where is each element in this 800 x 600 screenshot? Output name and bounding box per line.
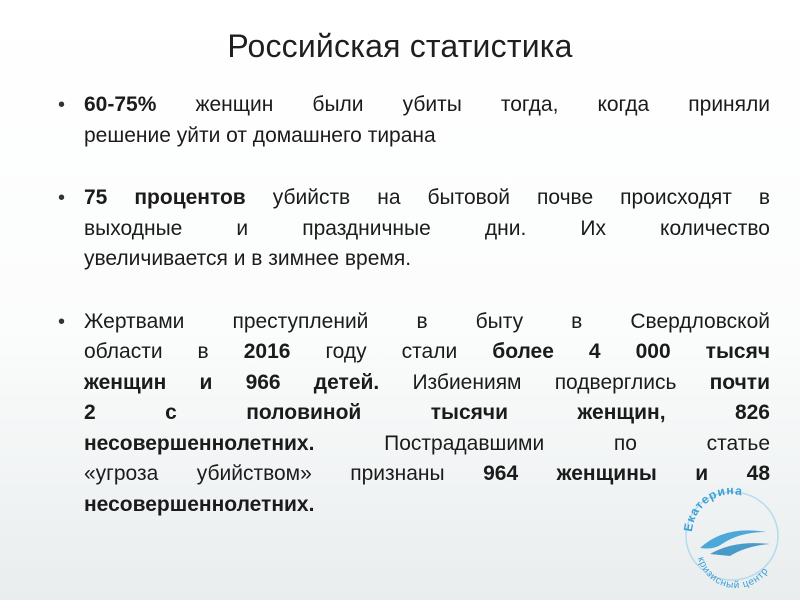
bullet-line <box>84 429 770 460</box>
bullet-item-3 <box>58 307 770 521</box>
bullet-line <box>84 121 770 152</box>
text: убийств на бытовой почве происходят в <box>245 186 770 209</box>
text: увеличивается и в зимнее время. <box>84 247 412 270</box>
bullet-line <box>84 214 770 245</box>
bullet-line <box>84 183 770 214</box>
bold-text: 2 с половиной тысячи женщин, 826 <box>84 401 770 424</box>
bold-text: более 4 000 тысяч <box>492 340 771 363</box>
logo-subtitle: кризисный центр <box>695 555 772 590</box>
text: области в <box>84 340 244 363</box>
bullet-line <box>84 398 770 429</box>
bullet-text <box>84 307 770 521</box>
bold-text: почти <box>709 370 770 394</box>
crisis-center-logo <box>670 470 790 590</box>
bold-text: 964 женщины и 48 <box>483 462 770 485</box>
bullet-item-2 <box>58 183 770 275</box>
text: Пострадавшими по статье <box>314 431 770 455</box>
text: Жертвами преступлений в быту в Свердловской <box>84 309 770 333</box>
bullet-item-1 <box>58 90 770 151</box>
text: женщин были убиты тогда, когда приняли <box>156 93 770 116</box>
bullet-line <box>84 368 770 399</box>
text: выходные и праздничные дни. Их количество <box>84 216 770 240</box>
bullet-text <box>84 90 770 151</box>
bullet-text <box>84 183 770 275</box>
bullet-line <box>84 307 770 338</box>
bullet-line <box>84 244 770 275</box>
bullet-list <box>58 90 770 520</box>
svg-text:Екатерина <box>681 483 744 532</box>
bullet-icon: • <box>58 187 66 209</box>
bullet-line <box>84 90 770 121</box>
bullet-line <box>84 337 770 368</box>
bold-text: несовершеннолетних. <box>84 492 315 516</box>
bold-text: 2016 <box>243 340 291 363</box>
logo-name: Екатерина <box>680 483 745 533</box>
svg-text:кризисный центр <box>695 556 771 590</box>
bullet-line <box>84 459 770 490</box>
bold-text: несовершеннолетних. <box>84 431 315 455</box>
text: «угроза убийством» признаны <box>84 462 484 485</box>
bullet-icon: • <box>58 94 66 116</box>
text: году стали <box>290 340 493 363</box>
bullet-icon: • <box>58 310 66 333</box>
bullet-line <box>84 490 770 521</box>
text: решение уйти от домашнего тирана <box>84 123 436 147</box>
bold-text: женщин и 966 детей. <box>84 370 380 394</box>
bold-text: 75 процентов <box>84 186 246 209</box>
text: Избиениям подверглись <box>379 370 710 394</box>
slide-title: Российская статистика <box>227 28 573 64</box>
bold-text: 60-75% <box>84 93 157 116</box>
